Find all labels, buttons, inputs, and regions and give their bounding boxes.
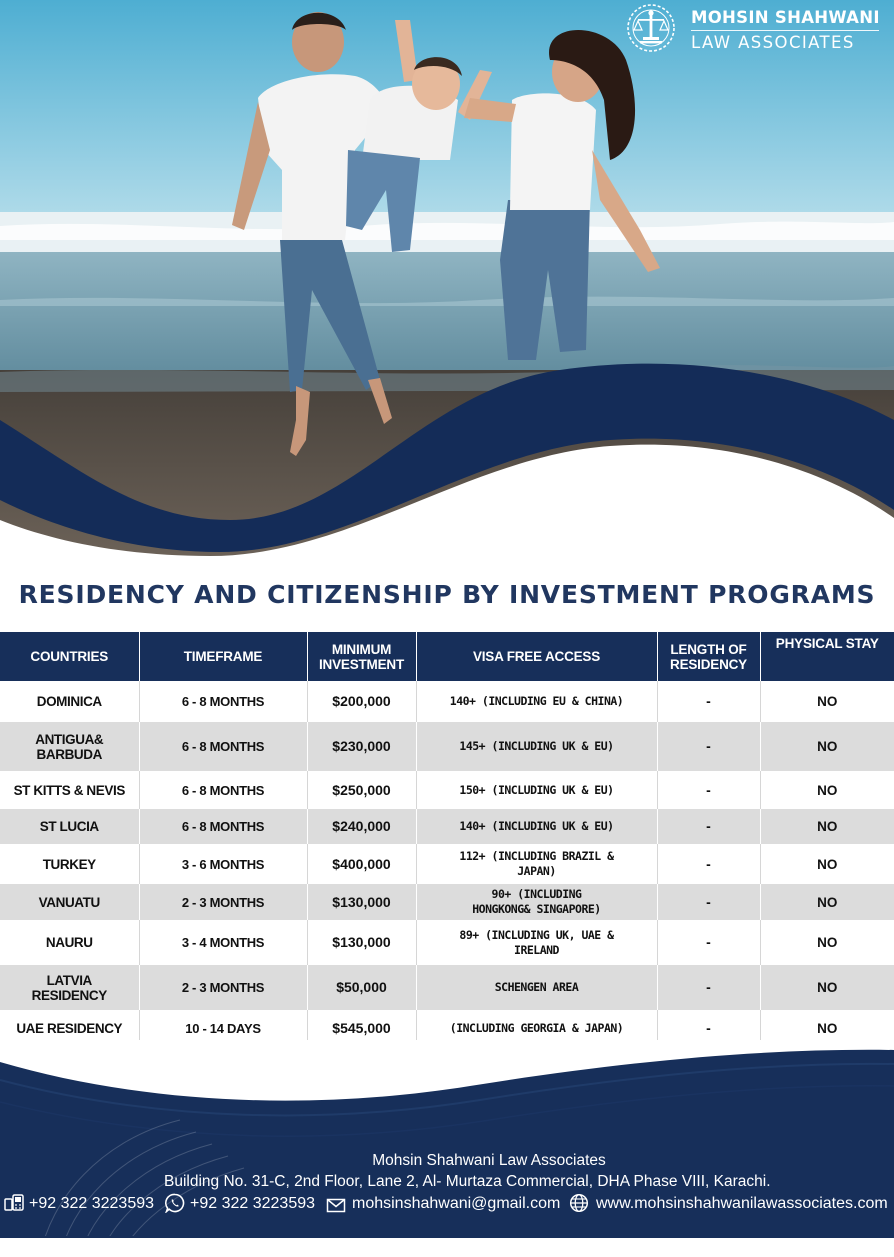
email-icon (326, 1196, 346, 1216)
cell-physical-stay: NO (760, 965, 894, 1010)
cell-investment: $230,000 (307, 722, 416, 771)
email-address[interactable]: mohsinshahwani@gmail.com (352, 1195, 561, 1212)
brand-name: MOHSIN SHAHWANI (691, 8, 880, 27)
cell-physical-stay: NO (760, 1010, 894, 1047)
country-line-2: RESIDENCY (31, 987, 107, 1003)
visa-line-1: (INCLUDING GEORGIA & JAPAN) (449, 1021, 624, 1035)
country-line-1: LATVIA (46, 972, 92, 988)
cell-physical-stay: NO (760, 884, 894, 920)
cell-physical-stay: NO (760, 920, 894, 965)
scales-of-justice-icon (625, 2, 677, 54)
cell-timeframe: 6 - 8 MONTHS (139, 681, 307, 722)
brand-logo[interactable] (625, 2, 887, 58)
visa-line-1: 150+ (INCLUDING UK & EU) (459, 782, 614, 797)
brand-subtitle: LAW ASSOCIATES (691, 33, 855, 52)
cell-country (0, 844, 139, 884)
header-length-of-residency (657, 632, 760, 681)
country-line-1: NAURU (45, 935, 93, 950)
cell-country (0, 771, 139, 809)
cell-investment: $200,000 (307, 681, 416, 722)
header-countries: COUNTRIES (0, 632, 139, 681)
cell-timeframe: 2 - 3 MONTHS (139, 965, 307, 1010)
header-physical-stay: PHYSICAL STAY (760, 632, 894, 681)
cell-visa-free-access (416, 809, 657, 844)
globe-icon (569, 1193, 589, 1213)
cell-timeframe: 2 - 3 MONTHS (139, 884, 307, 920)
cell-timeframe: 6 - 8 MONTHS (139, 771, 307, 809)
cell-length-of-residency: - (657, 1010, 760, 1047)
table-row (0, 884, 894, 920)
table-row (0, 809, 894, 844)
cell-country (0, 920, 139, 965)
country-line-1: VANUATU (38, 894, 100, 910)
cell-visa-free-access (416, 844, 657, 884)
cell-timeframe: 6 - 8 MONTHS (139, 722, 307, 771)
header-investment-line-2: INVESTMENT (318, 656, 404, 672)
header-minimum-investment (307, 632, 416, 681)
cell-physical-stay: NO (760, 809, 894, 844)
cell-timeframe: 3 - 6 MONTHS (139, 844, 307, 884)
footer-address: Building No. 31-C, 2nd Floor, Lane 2, Al- Murtaza Commercial, DHA Phase VIII, Karachi. (164, 1173, 771, 1190)
cell-length-of-residency: - (657, 920, 760, 965)
cell-country (0, 722, 139, 771)
visa-line-1: 90+ (INCLUDING (491, 887, 582, 901)
header-investment-line-1: MINIMUM (331, 641, 392, 657)
footer-background (0, 1040, 894, 1257)
phone-icon (4, 1193, 24, 1213)
visa-line-2: JAPAN) (517, 864, 556, 878)
visa-line-1: 112+ (INCLUDING BRAZIL & (459, 849, 614, 863)
cell-investment: $240,000 (307, 809, 416, 844)
visa-line-1: 89+ (INCLUDING UK, UAE & (459, 927, 614, 942)
cell-country (0, 884, 139, 920)
country-line-1: ST LUCIA (39, 819, 99, 834)
country-line-1: ANTIGUA& (35, 731, 104, 747)
whatsapp-icon (165, 1193, 185, 1213)
cell-visa-free-access (416, 920, 657, 965)
country-line-1: TURKEY (42, 856, 96, 872)
cell-length-of-residency: - (657, 884, 760, 920)
cell-length-of-residency: - (657, 809, 760, 844)
cell-country (0, 965, 139, 1010)
cell-country (0, 809, 139, 844)
phone-number[interactable]: +92 322 3223593 (29, 1195, 155, 1212)
cell-physical-stay: NO (760, 681, 894, 722)
visa-line-1: 140+ (INCLUDING UK & EU) (459, 819, 614, 833)
visa-line-1: 140+ (INCLUDING EU & CHINA) (449, 694, 624, 708)
cell-length-of-residency: - (657, 965, 760, 1010)
table-row (0, 771, 894, 809)
cell-physical-stay: NO (760, 722, 894, 771)
cell-physical-stay: NO (760, 771, 894, 809)
programs-table (0, 632, 894, 1047)
cell-investment: $130,000 (307, 920, 416, 965)
table-row (0, 722, 894, 771)
header-length-line-1: LENGTH OF (670, 641, 747, 657)
cell-length-of-residency: - (657, 681, 760, 722)
hero-photo (0, 0, 894, 560)
brand-divider (691, 30, 879, 31)
table-row (0, 844, 894, 884)
cell-investment: $400,000 (307, 844, 416, 884)
country-line-1: UAE RESIDENCY (16, 1021, 123, 1036)
table-row (0, 920, 894, 965)
table-header-row (0, 632, 894, 681)
country-line-1: ST KITTS & NEVIS (13, 782, 125, 798)
hero-section (0, 0, 894, 560)
cell-investment: $545,000 (307, 1010, 416, 1047)
footer-contacts (4, 1193, 894, 1215)
visa-line-1: SCHENGEN AREA (494, 980, 579, 994)
header-length-line-2: RESIDENCY (670, 656, 747, 672)
cell-visa-free-access (416, 681, 657, 722)
footer-company-name: Mohsin Shahwani Law Associates (372, 1152, 606, 1169)
header-timeframe: TIMEFRAME (139, 632, 307, 681)
visa-line-2: HONGKONG& SINGAPORE) (472, 902, 601, 916)
cell-physical-stay: NO (760, 844, 894, 884)
country-line-2: BARBUDA (36, 746, 102, 762)
cell-investment: $50,000 (307, 965, 416, 1010)
cell-timeframe: 3 - 4 MONTHS (139, 920, 307, 965)
cell-visa-free-access (416, 884, 657, 920)
cell-visa-free-access (416, 965, 657, 1010)
page-title: RESIDENCY AND CITIZENSHIP BY INVESTMENT PROGRAMS (18, 580, 876, 609)
header-visa-free-access: VISA FREE ACCESS (416, 632, 657, 681)
country-line-1: DOMINICA (36, 694, 102, 709)
website-link[interactable]: www.mohsinshahwanilawassociates.com (596, 1195, 888, 1212)
table-row (0, 681, 894, 722)
visa-line-1: 145+ (INCLUDING UK & EU) (459, 739, 614, 753)
cell-length-of-residency: - (657, 844, 760, 884)
cell-visa-free-access (416, 722, 657, 771)
cell-country (0, 681, 139, 722)
cell-visa-free-access (416, 771, 657, 809)
whatsapp-number[interactable]: +92 322 3223593 (190, 1195, 316, 1212)
cell-length-of-residency: - (657, 722, 760, 771)
cell-timeframe: 10 - 14 DAYS (139, 1010, 307, 1047)
visa-line-2: IRELAND (514, 942, 559, 957)
cell-investment: $250,000 (307, 771, 416, 809)
cell-timeframe: 6 - 8 MONTHS (139, 809, 307, 844)
cell-investment: $130,000 (307, 884, 416, 920)
cell-length-of-residency: - (657, 771, 760, 809)
table-row (0, 965, 894, 1010)
